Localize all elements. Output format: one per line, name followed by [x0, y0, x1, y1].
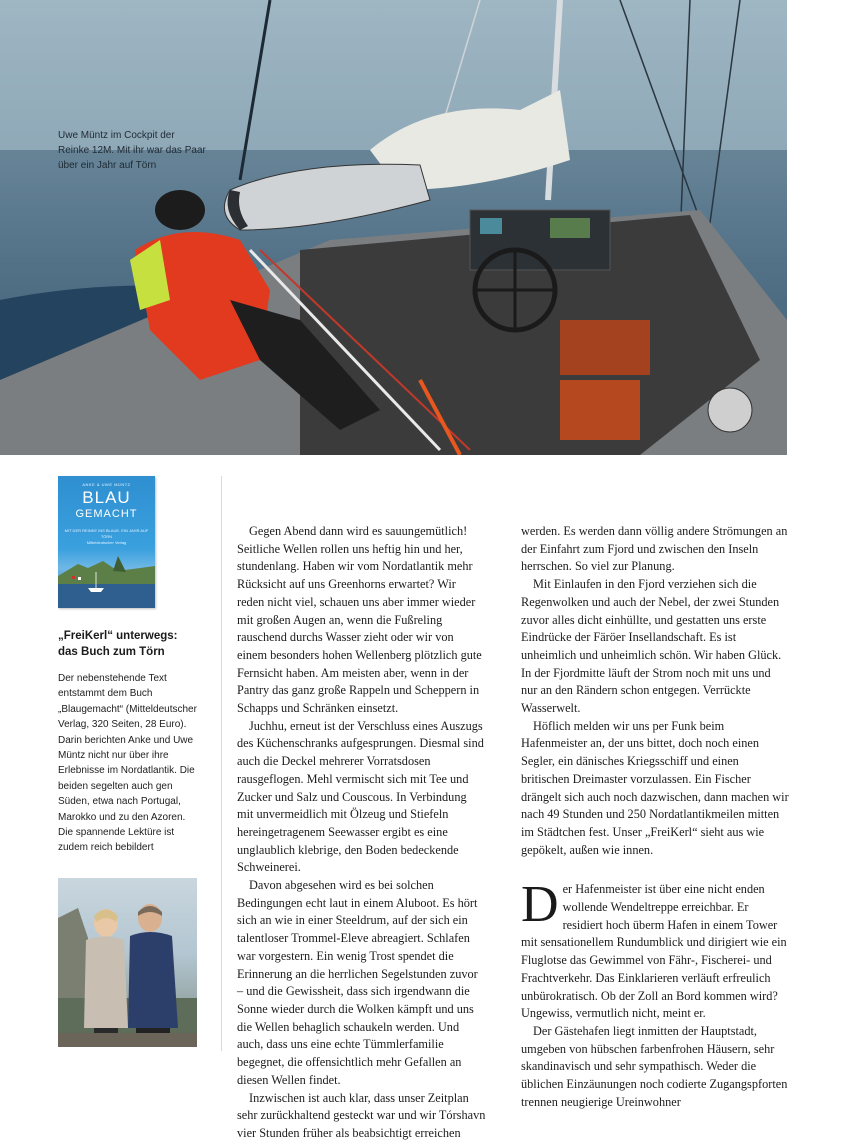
sidebar-text [58, 671, 198, 856]
article-column-1 [237, 523, 486, 1143]
article-column-2 [521, 523, 790, 1112]
book-cover [58, 476, 155, 608]
couple-photo [58, 878, 197, 1047]
sidebar-heading: „FreiKerl“ unterwegs: das Buch zum Törn [58, 630, 178, 658]
dropcap-letter: D [521, 876, 559, 934]
article-paragraph: werden. Es werden dann völlig andere Strömungen an der Einfahrt zum Fjord und zwischen den Inseln herrschen. So viel zur Planung. [521, 524, 788, 574]
hero-photo [0, 0, 787, 455]
book-title-line1: BLAU [82, 488, 131, 507]
book-subtitle-text: MIT DER REINKE INS BLAUE. EIN JAHR AUF TÖRN [64, 528, 149, 539]
article-paragraph: Der Gästehafen liegt inmitten der Hauptstadt, umgeben von hübschen farbenfrohen Häusern, sehr skandinavisch und sehr sympathisch. Weder die üblichen Einzäunungen noch codierte Zugangspforten trennen neugierige Ureinwohner [521, 1023, 788, 1109]
dropcap-paragraph-text: er Hafenmeister ist über eine nicht enden wollende Wendeltreppe erreichbar. Er residiert hoch überm Hafen in einem Tower mit sensationellem Rundumblick und dirigiert wie ein Fluglotse das Gewimmel von Fähr-, Fischerei- und Frachtverkehr. Das Einklarieren verläuft erfreulich unbürokratisch. Ob der Zoll an Bord kommen wird? Ungewiss, vermutlich nicht, meint er. [521, 882, 787, 1021]
sidebar-paragraph: Der nebenstehende Text entstammt dem Buch „Blaugemacht“ (Mitteldeutscher Verlag, 320 Seiten, 28 Euro). Darin berichten Anke und Uwe Müntz nicht nur über ihre Erlebnisse im Nordatlantik. Die beiden segelten auch gen Süden, etwa nach Portugal, Marokko und zu den Azoren. Die spannende Lektüre ist zudem reich bebildert [58, 673, 197, 854]
article-paragraph: Davon abgesehen wird es bei solchen Bedingungen echt laut in einem Aluboot. Es hört sich an wie in einer Steeldrum, auf der sich ein talentloser Trommel-Eleve abreagiert. Schlafen war vorgestern. Ein wenig Trost spendet die Erinnerung an die herrlichen Segelstunden zuvor – und die Gewissheit, dass sich irgendwann die Sonne wieder durch die Wolken kämpft und uns die Wellen behaglich schaukeln werden. Und auch, dass uns eine echte Tümmlerfamilie begegnet, die offensichtlich mehr Gefallen an diesen Wellen findet. [237, 878, 478, 1087]
photo-caption: Uwe Müntz im Cockpit der Reinke 12M. Mit ihr war das Paar über ein Jahr auf Törn [58, 130, 206, 171]
article-paragraph: Höflich melden wir uns per Funk beim Hafenmeister an, der uns bittet, doch noch einen Segler, ein dänisches Kriegsschiff und einen britischen Dreimaster vorzulassen. Ein Fischer drängelt sich auch noch dazwischen, dann machen wir nach 49 Stunden und 250 Nordatlantikmeilen mitten im Städtchen fest. Unser „FreiKerl“ sieht aus wie gepökelt, außen wie innen. [521, 718, 789, 857]
book-cover-landscape [58, 476, 155, 608]
article-paragraph: Gegen Abend dann wird es sauungemütlich! Seitliche Wellen rollen uns heftig hin und her, stundenlang. Haben wir vom Nordatlantik mehr Rücksicht auf uns Greenhorns erwartet? Wir reden nicht viel, schauen uns aber immer wieder mit großen Augen an, wenn die Fußreling rauschend durchs Wasser zieht oder wir von einem besonders hohen Wellenberg plötzlich gute Fernsicht haben. Am meisten aber, wenn in der Pantry das ganz große Rappeln und Scheppern in Schapps und Schränken einsetzt. [237, 524, 482, 716]
book-publisher: Mitteldeutscher Verlag [86, 540, 127, 545]
sailboat-cockpit-illustration [0, 0, 787, 455]
column-divider [221, 476, 222, 1051]
couple-illustration [58, 878, 197, 1047]
article-paragraph: Mit Einlaufen in den Fjord verziehen sich die Regenwolken und auch der Nebel, der zwei Stunden zuvor alles dicht einhüllte, und gestatten uns erste Eindrücke der Färöer Insellandschaft. Es ist unheimlich und unheimlich schön. Wir haben Glück. In der Fjordmitte läuft der Strom noch mit uns und nur an den Rändern schon entgegen. Verrückte Wasserwelt. [521, 577, 782, 716]
book-author: ANKE & UWE MÜNTZ [82, 482, 131, 487]
article-paragraph: Inzwischen ist auch klar, dass unser Zeitplan sehr zurückhaltend gesteckt war und wir Tórshavn vier Stunden früher als beabsichtigt erreichen [237, 1090, 486, 1140]
sidebar [58, 476, 198, 856]
article-paragraph: Juchhu, erneut ist der Verschluss eines Auszugs des Küchenschranks aufgesprungen. Diesmal sind auch die Deckel mehrerer Vorratsdosen rausgeflogen. Mehl vermischt sich mit Tee und Zucker und Salz und Couscous. In Verbindung mit unvermeidlich mit Ölzeug und Stiefeln hereingetragenem Seewasser ergibt es eine unglaublich klebrige, den Boden bedeckende Schweinerei. [237, 718, 484, 875]
dropcap-paragraph [521, 876, 790, 1023]
book-title-line2: GEMACHT [75, 508, 138, 520]
